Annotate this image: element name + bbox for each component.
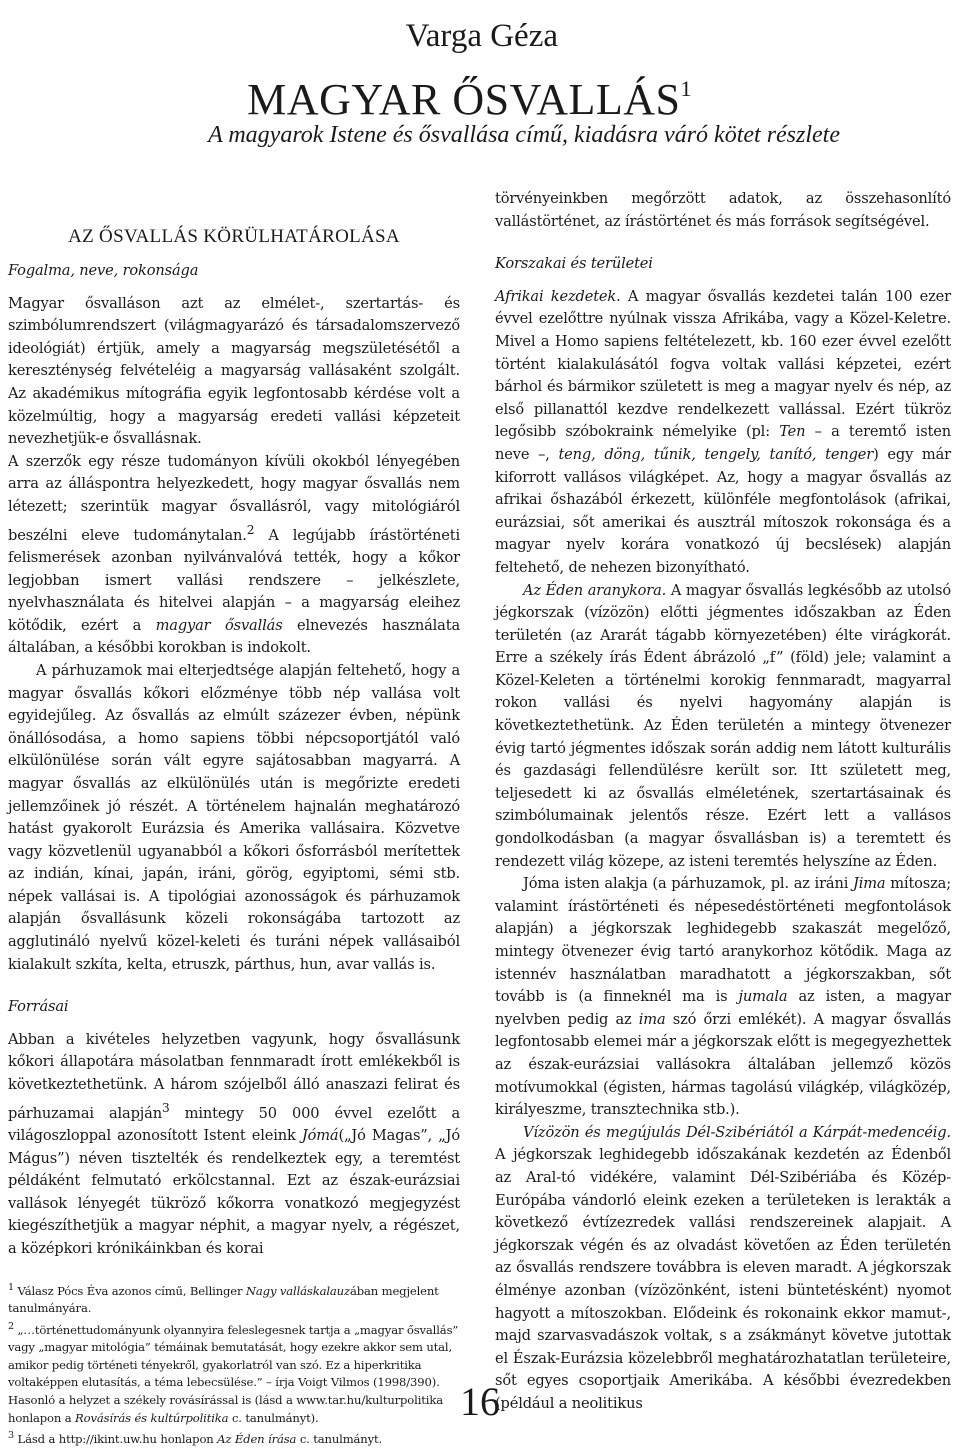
text-run: – a teremtő isten neve –, xyxy=(495,423,951,463)
article-title xyxy=(0,74,692,125)
text-run: A legújabb írástörténeti felismerések azonban nyilvánvalóvá tették, hogy a kőkor legjobban ismert vallási rendszere – jelkészlete, nyelvhasználata és hitelvei alapján – a magyarság eleihez kötődik, ezért a xyxy=(8,526,460,634)
italic-term: Jima xyxy=(853,875,886,893)
text-run: c. tanulmányt. xyxy=(296,1431,383,1446)
section-title: AZ ŐSVALLÁS KÖRÜLHATÁROLÁSA xyxy=(68,226,400,247)
paragraph: Magyar ősvalláson azt az elmélet-, szertartás- és szimbólumrendszert (világmagyarázó és társadalomszervező ideológiát) értjük, amely a magyarság megszületésétől a kereszténység felvételéig a magyarság vallásaként szolgált. Az akadémikus mítográfia egyik legfontosabb kérdése volt a közelmúltig, hogy a magyarság eredeti vallási képzeteit nevezhetjük-e ősvallásnak. xyxy=(8,294,460,448)
text-run: ában megjelent tanulmányára. xyxy=(8,1283,439,1316)
right-column xyxy=(495,188,951,1415)
italic-term: Afrikai kezdetek. xyxy=(495,287,621,305)
text-run: Abban a kivételes helyzetben vagyunk, hogy ősvallásunk kőkori állapotára másolatban fennmaradt írott emlékekből is következtethetünk. A három szójelből álló anaszazi felirat és párhuzamai alapján xyxy=(8,1030,460,1122)
footnote-3 xyxy=(8,1427,460,1448)
paragraph xyxy=(8,451,460,660)
text-run: Lásd a http://ikint.uw.hu honlapon xyxy=(14,1431,218,1446)
italic-term: teng, döng, tűnik, tengely, tanító, tenger xyxy=(558,445,874,463)
left-column xyxy=(8,226,460,1449)
italic-term: Az Éden írása xyxy=(217,1431,297,1446)
article-title-text: MAGYAR ŐSVALLÁS xyxy=(247,75,681,124)
italic-term: Rovásírás és kultúrpolitika xyxy=(75,1410,229,1425)
footnote-ref[interactable]: 2 xyxy=(246,522,255,537)
paragraph xyxy=(495,1122,951,1416)
text-run: A magyar ősvallás kezdetei talán 100 ezer évvel ezelőttre nyúlnak vissza Afrikába, vagy a Közel-Keletre. Mivel a Homo sapiens feltételezett, kb. 160 ezer évvel ezelőtt történt kialakulásától fogva voltak vallási képzetei, ezért bárhol és bármikor született is meg a magyar nyelv és nép, az első pillanattól kezdve rendelkezett vallással. Ezért tükröz legősibb szóbokraink némelyike (pl: xyxy=(495,287,951,441)
text-run: A jégkorszak leghidegebb időszakának kezdetén az Édenből az Aral-tó vidékére, valamint Dél-Szibériába és Közép-Európába vándorló eleink ezeken a területeken is lerakták a következő évtízezredek vallási rendszereinek alapjait. A jégkorszak végén és az olvadást követően az Éden területén az ősvallás rendszere továbbra is eleven maradt. A jégkorszak élménye azonban (vízözönként, isteni büntetésként) nyomot hagyott a mítoszokban. Elődeink és rokonaink ekkor mamut-, majd szarvasvadászok voltak, s a zsákmányt követve jutottak el Észak-Eurázsia közelebbről meghatározhatatlan területeire, sőt egyes csoportjaik Amerikába. A későbbi évezredekben (például a neolitikus xyxy=(495,1146,951,1412)
subheading-fogalma: Fogalma, neve, rokonsága xyxy=(8,262,199,279)
text-run: A szerzők egy része tudományon kívüli okokból lényegében arra az álláspontra helyezkedett, hogy magyar ősvallás nem létezett; szerintük magyar ősvallásról, vagy mitológiáról beszélni eleve tudománytalan. xyxy=(8,452,460,544)
italic-term: Nagy valláskalauz xyxy=(245,1283,350,1298)
text-run: szó őrzi emlékét). A magyar ősvallás legfontosabb elemei már a jégkorszak előtt is megegyezhettek az észak-eurázsiai vallásokra általában jellemző közös motívumokkal (égisten, hármas tagolású világkép, világközép, királyeszme, transztechnika stb.). xyxy=(495,1010,951,1119)
text-run: az isten, a magyar nyelvben pedig az xyxy=(495,988,951,1028)
italic-term: magyar ősvallás xyxy=(155,616,283,634)
paragraph: törvényeinkben megőrzött adatok, az összehasonlító vallástörténet, az írástörténet és más források segítségével. xyxy=(495,190,951,230)
footnote-ref[interactable]: 3 xyxy=(161,1100,170,1115)
text-run: „…történettudományunk olyannyira feleslegesnek tartja a „magyar ősvallás” vagy „magyar mitológia” témáinak bemutatását, hogy ezekre akkor sem utal, amikor pedig történeti tényekről, gyakorlatról van szó. Ez a hiperkritika voltaképpen elutasítás, a téma lebecsülése.” – írja Voigt Vilmos (1998/390). Hasonló a helyzet a székely rovásírással is (lásd a www.tar.hu/kulturpolitika honlapon a xyxy=(8,1322,459,1425)
text-run: Válasz Pócs Éva azonos című, Bellinger xyxy=(14,1283,246,1298)
subheading-forrasai: Forrásai xyxy=(8,998,69,1016)
italic-term: jumala xyxy=(738,988,788,1006)
text-run: Jóma isten alakja (a párhuzamok, pl. az iráni xyxy=(523,875,853,893)
text-run: mítosza; valamint írástörténeti és népesedéstörténeti megfontolások alapján) a jégkorszak leghidegebb szakaszát megelőző, mintegy ötvenezer évig tartó aranykorhoz kötődik. Maga az istennév használatban maradhatott a jégkorszakban, sőt tovább is (a finneknél ma is xyxy=(495,875,951,1006)
text-run: mintegy 50 000 évvel ezelőtt a világoszloppal azonosított Istent eleink xyxy=(8,1104,460,1145)
article-subtitle: A magyarok Istene és ősvallása című, kiadásra váró kötet részlete xyxy=(208,122,840,148)
italic-term: Jómá xyxy=(301,1127,339,1145)
paragraph xyxy=(495,286,951,580)
footnote-1 xyxy=(8,1279,460,1318)
text-run: A magyar ősvallás legkésőbb az utolsó jégkorszak (vízözön) előtti jégmentes időszakban az Éden területén (az Ararát tágabb környezetében) élte virágkorát. Erre a székely írás Édent ábrázoló „f” (föld) jele; valamint a Közel-Keleten a történelmi korokig fennmaradt, magyarral rokon vallási és nyelvi hagyomány alapján is következtethetünk. Az Éden területén a mintegy ötvenezer évig tartó jégmentes időszak során addig nem látott kulturális és gazdasági fellendülésre került sor. Itt született meg, teljesedett ki az ősvallás elméletének, szertartásainak és szimbólumainak jelentős része. Ezért lett a vallásos gondolkodásban (a magyar ősvallásban is) a teremtett és rendezett világ közepe, az isteni teremtés helyszíne az Éden. xyxy=(495,581,951,870)
italic-term: Vízözön és megújulás Dél-Szibériától a Kárpát-medencéig. xyxy=(523,1123,951,1141)
paragraph xyxy=(495,580,951,874)
subheading-korszakai: Korszakai és területei xyxy=(495,255,653,273)
footnote-number: 3 xyxy=(8,1430,14,1442)
text-run: („Jó Magas”, „Jó Mágus”) néven tisztelték és rendelkeztek egy, a teremtést példáként felmutató erkölcstannal. Ezt az észak-eurázsiai vallások lényegét tükröző kőkorra vonatkozó megjegyzést kiegészíthetjük a magyar néphit, a magyar nyelv, a régészet, a középkori krónikáinkban és korai xyxy=(8,1127,460,1258)
italic-term: ima xyxy=(638,1010,666,1028)
paragraph xyxy=(8,1029,460,1261)
footnote-number: 2 xyxy=(8,1320,14,1332)
text-run: c. tanulmányt). xyxy=(228,1410,319,1425)
page-number: 16 xyxy=(460,1379,500,1424)
italic-term: Ten xyxy=(779,423,806,441)
author-name: Varga Géza xyxy=(405,18,558,54)
text-run: ) egy már kiforrott vallásos világképet. Az, hogy a magyar ősvallás az afrikai őshazából érkezett, különféle megfontolások (afrikai, eurázsiai, sőt amerikai és ausztrál mítoszok rokonsága és a magyar nyelv korára vonatkozó új becslések) alapján feltehető, de nehezen bizonyítható. xyxy=(495,445,951,576)
footnote-number: 1 xyxy=(8,1281,14,1293)
italic-term: Az Éden aranykora. xyxy=(523,581,667,599)
paragraph: A párhuzamok mai elterjedtsége alapján feltehető, hogy a magyar ősvallás kőkori előzménye több nép vallása volt egyidejűleg. Az ősvallás az elmúlt százezer évben, népünk önállósodása, a homo sapiens többi népcsoportjától való elkülönülése során vált egyre sajátosabban magyarrá. A magyar ősvallás az elkülönülés után is megőrizte eredeti jellemzőinek jó részét. A történelem hajnalán meghatározó hatást gyakorolt Eurázsia és Amerika vallásaira. Közvetve vagy közvetlenül ugyanabból a kőkori ősforrásból merítettek az indián, kínai, japán, iráni, görög, egyiptomi, sémi stb. népek vallásai is. A tipológiai azonosságok és párhuzamok alapján ősvallásunk közeli rokonságába tartozott az agglutináló nyelvű közel-keleti és turáni népek vallásaiból kialakult szkíta, kelta, etruszk, párthus, hun, avar vallás is. xyxy=(8,661,460,973)
title-footnote-ref[interactable]: 1 xyxy=(680,76,692,102)
text-run: elnevezés használata általában, a későbbi korokban is indokolt. xyxy=(8,616,460,657)
paragraph xyxy=(495,873,951,1122)
